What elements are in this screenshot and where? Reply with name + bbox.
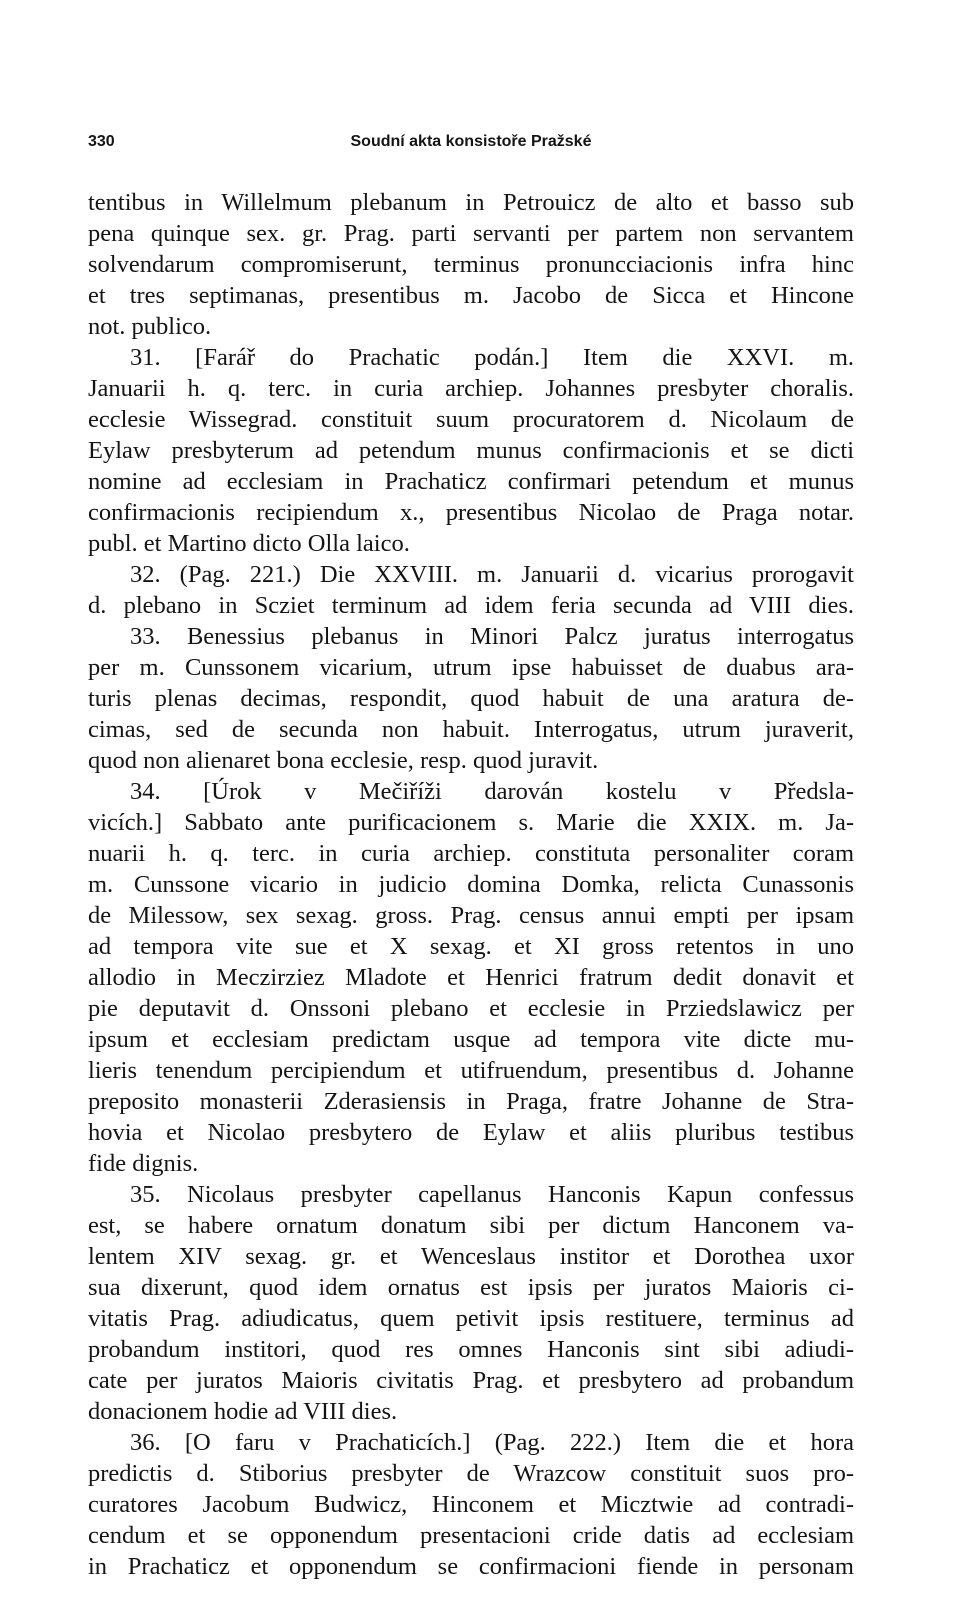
page-number: 330 [88,133,115,150]
text-line: not. publico. [88,313,212,340]
text-line: turis plenas decimas, respondit, quod habuit de una aratura de- [88,685,854,712]
entry-34-heading: 34. [Úrok v Mečiříži darován kostelu v Předsla- [130,778,854,805]
text-line: ipsum et ecclesiam predictam usque ad tempora vite dicte mu- [88,1026,854,1053]
text-line: m. Cunssone vicario in judicio domina Domka, relicta Cunassonis [88,871,854,898]
text-line: ad tempora vite sue et X sexag. et XI gross retentos in uno [88,933,854,960]
text-line: allodio in Meczirziez Mladote et Henrici fratrum dedit donavit et [88,964,854,991]
text-line: quod non alienaret bona ecclesie, resp. quod juravit. [88,747,599,774]
text-line: solvendarum compromiserunt, terminus pronuncciacionis infra hinc [88,251,854,278]
text-line: Eylaw presbyterum ad petendum munus confirmacionis et se dicti [88,437,854,464]
text-line: de Milessow, sex sexag. gross. Prag. census annui empti per ipsam [88,902,854,929]
text-line: nomine ad ecclesiam in Prachaticz confirmari petendum et munus [88,468,854,495]
text-line: in Prachaticz et opponendum se confirmacioni fiende in personam [88,1553,854,1580]
text-line: lieris tenendum percipiendum et utifruendum, presentibus d. Johanne [88,1057,854,1084]
text-line: pena quinque sex. gr. Prag. parti servanti per partem non servantem [88,220,854,247]
document-body [88,187,854,1582]
text-line: confirmacionis recipiendum x., presentibus Nicolao de Praga notar. [88,499,854,526]
text-line: et tres septimanas, presentibus m. Jacobo de Sicca et Hincone [88,282,854,309]
text-line: Januarii h. q. terc. in curia archiep. Johannes presbyter choralis. [88,375,854,402]
text-line: curatores Jacobum Budwicz, Hinconem et Micztwie ad contradi- [88,1491,854,1518]
text-line: hovia et Nicolao presbytero de Eylaw et aliis pluribus testibus [88,1119,854,1146]
entry-35-heading: 35. Nicolaus presbyter capellanus Hanconis Kapun confessus [130,1181,854,1208]
text-line: vitatis Prag. adiudicatus, quem petivit ipsis restituere, terminus ad [88,1305,854,1332]
running-title: Soudní akta konsistoře Pražské [350,133,592,150]
text-line: pie deputavit d. Onssoni plebano et ecclesie in Prziedslawicz per [88,995,854,1022]
entry-32-heading: 32. (Pag. 221.) Die XXVIII. m. Januarii d. vicarius prorogavit [130,561,854,588]
text-line: publ. et Martino dicto Olla laico. [88,530,410,557]
text-line: est, se habere ornatum donatum sibi per dictum Hanconem va- [88,1212,854,1239]
text-line: nuarii h. q. terc. in curia archiep. constituta personaliter coram [88,840,854,867]
page-header [88,133,854,157]
text-line: predictis d. Stiborius presbyter de Wrazcow constituit suos pro- [88,1460,854,1487]
text-line: probandum institori, quod res omnes Hanconis sint sibi adiudi- [88,1336,854,1363]
text-line: cate per juratos Maioris civitatis Prag. et presbytero ad probandum [88,1367,854,1394]
entry-33-heading: 33. Benessius plebanus in Minori Palcz juratus interrogatus [130,623,854,650]
text-line: cendum et se opponendum presentacioni cride datis ad ecclesiam [88,1522,854,1549]
text-line: fide dignis. [88,1150,199,1177]
text-line: preposito monasterii Zderasiensis in Praga, fratre Johanne de Stra- [88,1088,854,1115]
text-line: tentibus in Willelmum plebanum in Petrouicz de alto et basso sub [88,189,854,216]
text-line: donacionem hodie ad VIII dies. [88,1398,398,1425]
text-line: lentem XIV sexag. gr. et Wenceslaus institor et Dorothea uxor [88,1243,854,1270]
text-line: cimas, sed de secunda non habuit. Interrogatus, utrum juraverit, [88,716,854,743]
entry-31-heading: 31. [Farář do Prachatic podán.] Item die XXVI. m. [130,344,854,371]
text-line: sua dixerunt, quod idem ornatus est ipsis per juratos Maioris ci- [88,1274,854,1301]
entry-36-heading: 36. [O faru v Prachaticích.] (Pag. 222.) Item die et hora [130,1429,854,1456]
text-line: d. plebano in Scziet terminum ad idem feria secunda ad VIII dies. [88,592,854,619]
text-line: vicích.] Sabbato ante purificacionem s. Marie die XXIX. m. Ja- [88,809,854,836]
text-line: per m. Cunssonem vicarium, utrum ipse habuisset de duabus ara- [88,654,854,681]
text-line: ecclesie Wissegrad. constituit suum procuratorem d. Nicolaum de [88,406,854,433]
